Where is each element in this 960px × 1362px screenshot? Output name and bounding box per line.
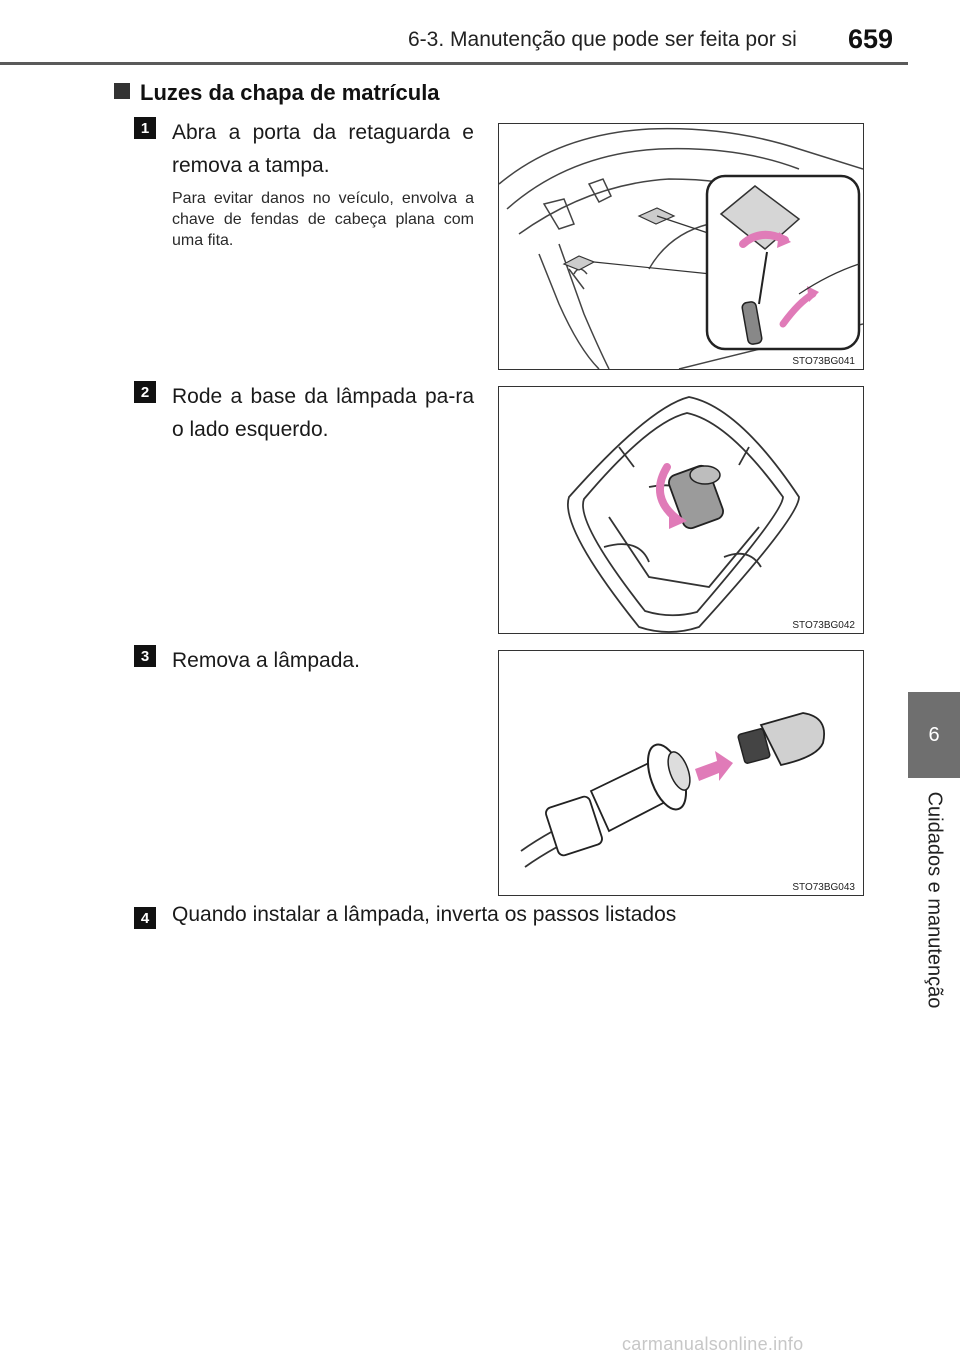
figure-step-2 [498, 386, 864, 634]
step-1-text: Abra a porta da retaguarda e remova a tampa. [172, 121, 474, 177]
figure-1-caption: STO73BG041 [792, 356, 855, 367]
chapter-tab[interactable] [908, 692, 960, 778]
step-number-3: 3 [134, 645, 156, 667]
figure-2-caption: STO73BG042 [792, 620, 855, 631]
figure-3-caption: STO73BG043 [792, 882, 855, 893]
lamp-socket-illustration [499, 387, 863, 633]
bulb-removal-illustration [499, 651, 863, 895]
section-heading [114, 80, 440, 106]
section-heading-text: Luzes da chapa de matrícula [140, 80, 440, 105]
header-title: 6-3. Manutenção que pode ser feita por si [408, 28, 797, 51]
step-number-4: 4 [134, 907, 156, 929]
step-number-2: 2 [134, 381, 156, 403]
tailgate-illustration [499, 124, 863, 369]
figure-step-3 [498, 650, 864, 896]
step-number-1: 1 [134, 117, 156, 139]
page-number: 659 [848, 24, 894, 54]
step-1-note: Para evitar danos no veículo, envolva a chave de fendas de cabeça plana com uma fita. [172, 190, 474, 249]
header-divider [0, 62, 908, 65]
footer-watermark: carmanualsonline.info [622, 1334, 804, 1354]
figure-step-1 [498, 123, 864, 370]
step-3-text: Remova a lâmpada. [172, 649, 360, 672]
step-2-text: Rode a base da lâmpada pa-ra o lado esquerdo. [172, 385, 474, 441]
chapter-label: Cuidados e manutenção [923, 791, 946, 1009]
chapter-number: 6 [928, 723, 940, 746]
step-4-text: Quando instalar a lâmpada, inverta os passos listados [172, 903, 677, 926]
square-bullet-icon [114, 83, 130, 99]
